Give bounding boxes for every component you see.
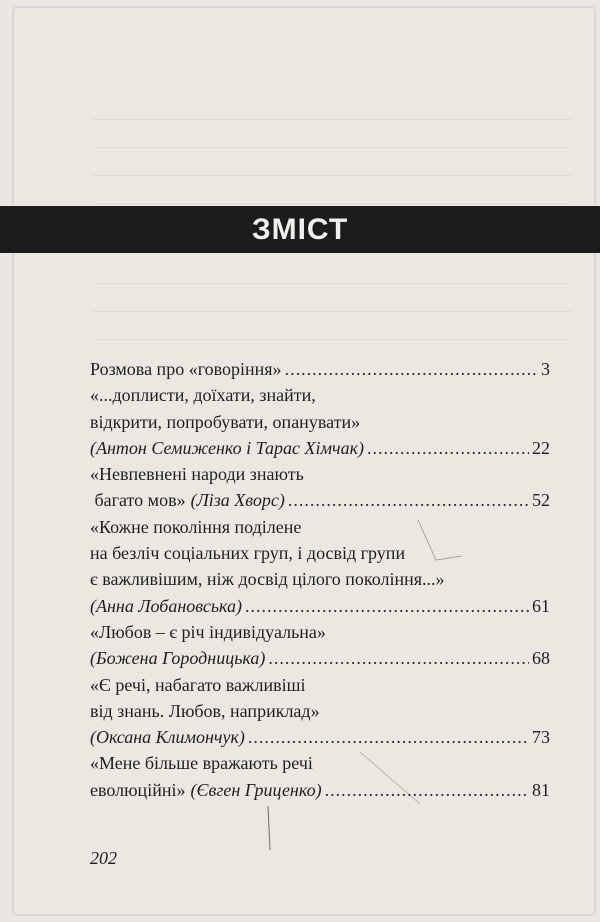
toc-entry-2-line-2[interactable] [90,409,550,435]
toc-entry-title: Розмова про «говоріння» [90,359,282,379]
toc-page-number: 68 [532,648,550,669]
toc-page-number: 22 [532,437,550,458]
toc-entry-author: (Оксана Климончук) [90,727,245,748]
page-number: 202 [90,848,117,868]
toc-entry-7-line-2[interactable] [90,777,550,803]
toc-entry-title: «Є речі, набагато важливіші [90,674,306,695]
toc-entry-3-line-2[interactable] [90,487,550,513]
toc-entry-4-line-3[interactable] [90,566,550,592]
toc-entry-2-line-1[interactable] [90,382,550,408]
toc-entry-6-line-2[interactable] [90,698,550,724]
toc-entry-7-line-1[interactable] [90,750,550,776]
toc-page-number: 61 [532,595,550,616]
toc-entry-title: «Любов – є річ індивідуальна» [90,621,326,642]
toc-entry-2-line-3[interactable] [90,435,550,461]
toc-entry-author: (Антон Семиженко і Тарас Хімчак) [90,437,364,458]
toc-entry-author: (Ліза Хворс) [190,490,285,511]
toc-entry-4-line-2[interactable] [90,540,550,566]
toc-entry-author: (Анна Лобановська) [90,595,243,616]
toc-entry-title: «Мене більше вражають речі [90,753,313,774]
toc-entry-3-line-1[interactable] [90,461,550,487]
dot-leader [248,724,529,750]
toc-entry-6-line-1[interactable] [90,672,550,698]
dot-leader [268,645,529,671]
toc-entry-title: «Невпевнені народи знають [90,464,304,485]
toc-entry-title: еволюційні» [90,779,186,800]
toc-entry-title: на безліч соціальних груп, і досвід групи [90,543,406,564]
dot-leader [367,435,529,461]
toc-page-number: 3 [541,359,550,379]
toc-entry-title: багато мов» [90,490,186,511]
toc-entry-4-line-4[interactable] [90,593,550,619]
toc-entry-title: відкрити, попробувати, опанувати» [90,411,361,432]
toc-entry-4-line-1[interactable] [90,514,550,540]
toc-entry-author: (Божена Городницька) [90,648,266,669]
dot-leader [245,593,529,619]
dot-leader [288,487,529,513]
table-of-contents [90,356,550,803]
toc-entry-title: є важливішим, ніж досвід цілого покоління...» [90,569,445,590]
toc-page-number: 52 [532,490,550,511]
toc-entry-6-line-3[interactable] [90,724,550,750]
toc-entry-1[interactable] [90,356,550,382]
toc-entry-title: від знань. Любов, наприклад» [90,700,320,721]
dot-leader [325,777,529,803]
toc-page-number: 81 [532,779,550,800]
toc-entry-5-line-2[interactable] [90,645,550,671]
toc-entry-title: «Кожне покоління поділене [90,516,302,537]
page-title: ЗМІСТ [251,213,349,246]
toc-page-number: 73 [532,727,550,748]
toc-entry-author: (Євген Гриценко) [190,779,322,800]
toc-entry-5-line-1[interactable] [90,619,550,645]
toc-entry-title: «...доплисти, доїхати, знайти, [90,385,316,406]
dot-leader [285,356,538,382]
